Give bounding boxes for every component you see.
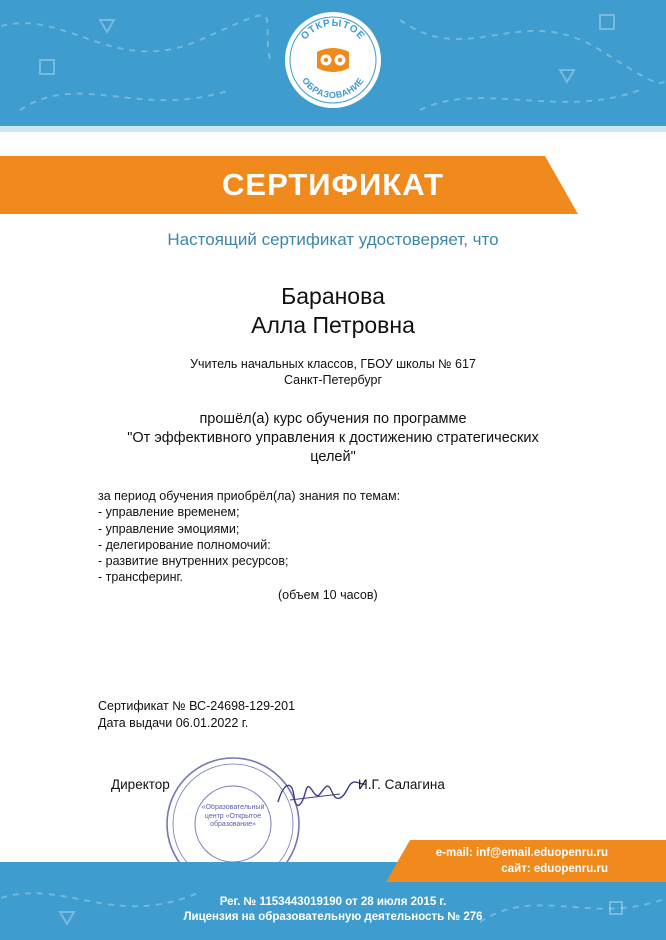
course-volume: (объем 10 часов) <box>278 588 378 602</box>
recipient-surname: Баранова <box>281 283 385 309</box>
registration-info <box>0 895 666 925</box>
course-description <box>90 410 576 467</box>
contact-info <box>436 845 608 877</box>
topics-list <box>98 488 518 586</box>
stamp-center-text: «Образовательный центр «Открытое образование» <box>201 804 265 828</box>
recipient-given-names: Алла Петровна <box>251 312 415 338</box>
course-line-2: "От эффективного управления к достижению стратегических <box>127 430 539 446</box>
logo-emblem <box>283 10 383 110</box>
topic-item: - развитие внутренних ресурсов; <box>98 554 289 569</box>
owl-icon <box>317 48 349 72</box>
director-signature <box>270 772 370 812</box>
topics-intro: за период обучения приобрёл(ла) знания по темам: <box>98 489 401 503</box>
topic-item: - управление эмоциями; <box>98 521 240 536</box>
topic-item: - управление временем; <box>98 505 240 520</box>
topic-item: - делегирование полномочий: <box>98 537 271 552</box>
registration-number: Рег. № 1153443019190 от 28 июля 2015 г. <box>219 896 447 908</box>
course-line-1: прошёл(а) курс обучения по программе <box>199 411 467 427</box>
course-line-3: целей" <box>310 449 356 465</box>
director-name: И.Г. Салагина <box>358 777 445 792</box>
recipient-position <box>0 356 666 388</box>
contact-site: сайт: eduopenru.ru <box>501 863 608 875</box>
top-light-stripe <box>0 126 666 132</box>
certificate-title: СЕРТИФИКАТ <box>222 167 444 202</box>
certifies-subtitle: Настоящий сертификат удостоверяет, что <box>167 230 499 249</box>
logo-text-bottom: ОБРАЗОВАНИЕ <box>300 75 366 101</box>
certificate-number: Сертификат № ВС-24698-129-201 <box>98 699 296 713</box>
position-line-1: Учитель начальных классов, ГБОУ школы № 617 <box>190 357 476 371</box>
contact-email: e-mail: inf@email.eduopenru.ru <box>435 847 608 859</box>
issue-date: Дата выдачи 06.01.2022 г. <box>98 715 249 730</box>
topic-item: - трансферинг. <box>98 570 183 585</box>
certificate-info <box>98 698 295 731</box>
director-label: Директор <box>111 777 170 792</box>
license-number: Лицензия на образовательную деятельность № 276 <box>183 911 483 923</box>
position-line-2: Санкт-Петербург <box>283 373 383 387</box>
recipient-name <box>0 282 666 340</box>
logo-text-top: ОТКРЫТОЕ <box>299 17 367 43</box>
